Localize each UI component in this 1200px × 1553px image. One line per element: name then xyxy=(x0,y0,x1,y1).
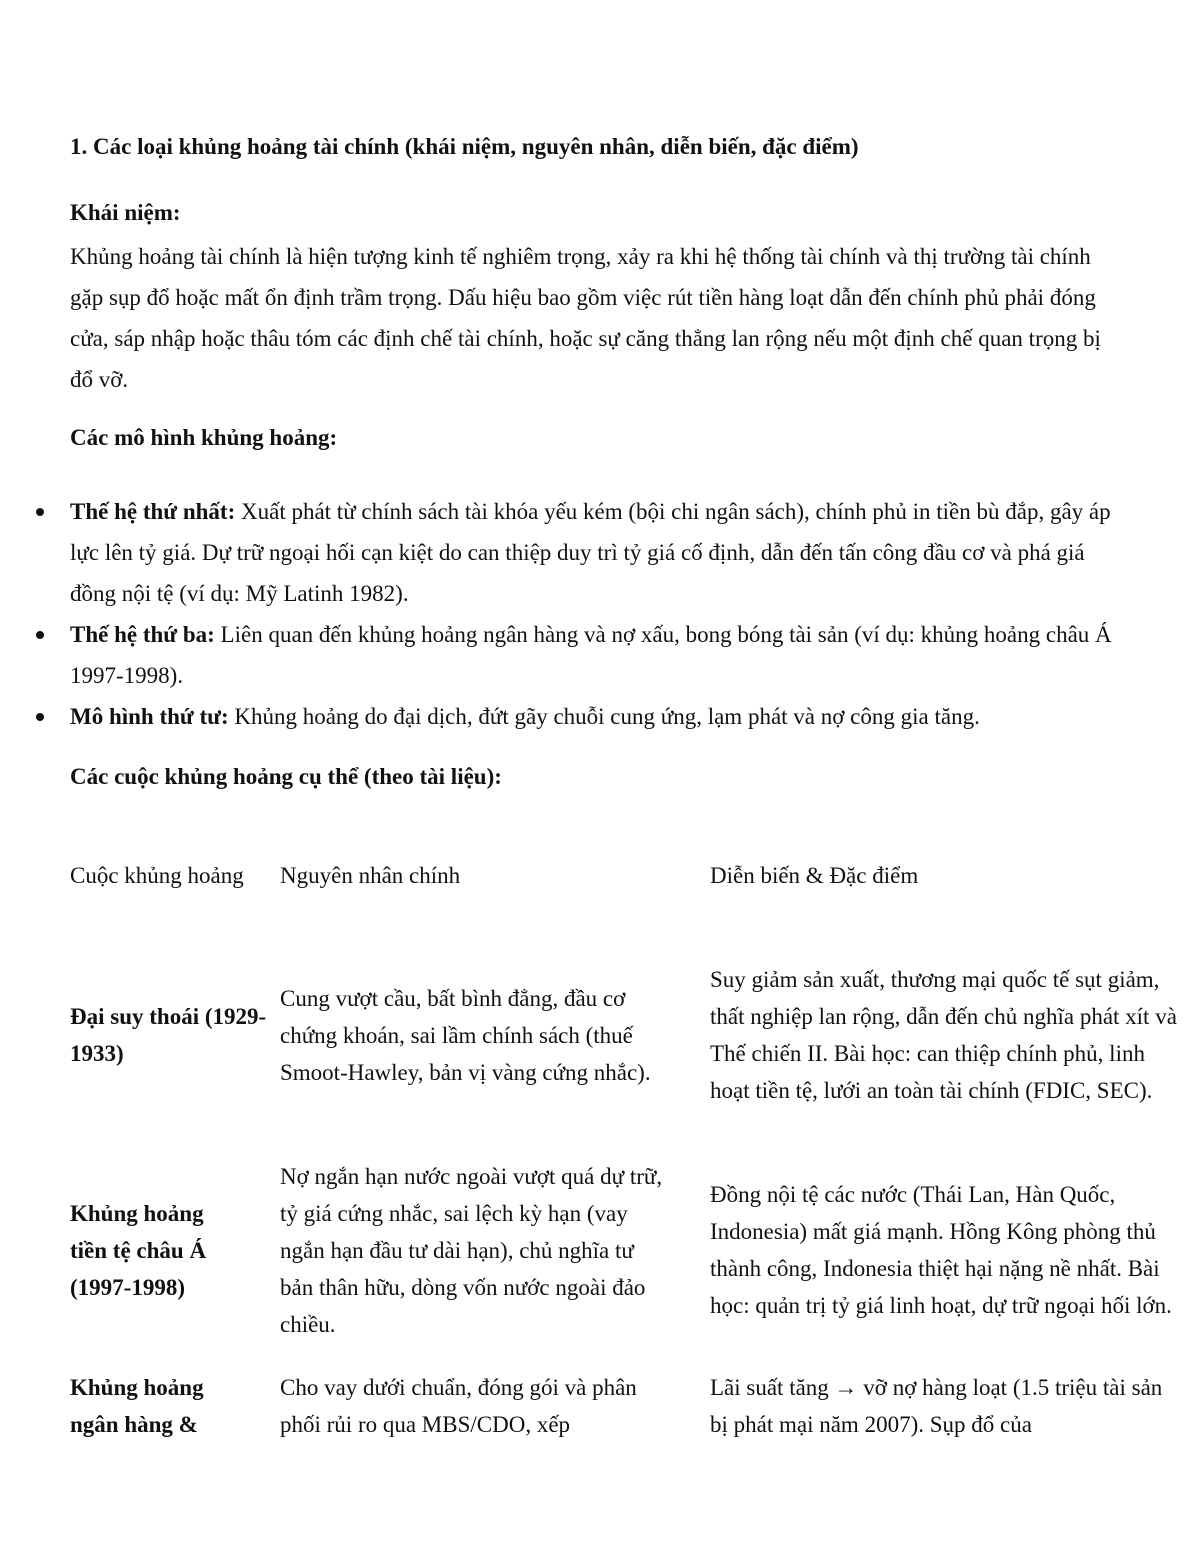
concept-paragraph: Khủng hoảng tài chính là hiện tượng kinh tế nghiêm trọng, xảy ra khi hệ thống tài chính và thị trường tài chính gặp sụp đổ hoặc mất ổn định trầm trọng. Dấu hiệu bao gồm việc rút tiền hàng loạt dẫn đến chính phủ phải đóng cửa, sáp nhập hoặc thâu tóm các định chế tài chính, hoặc sự căng thẳng lan rộng nếu một định chế quan trọng bị đổ vỡ. xyxy=(70,244,1101,392)
table-header-row xyxy=(70,838,1180,912)
crises-table xyxy=(70,838,1180,1437)
crisis-cause: Cung vượt cầu, bất bình đẳng, đầu cơ chứng khoán, sai lầm chính sách (thuế Smoot-Hawley, bản vị vàng cứng nhắc). xyxy=(280,985,651,1085)
section-heading: 1. Các loại khủng hoảng tài chính (khái niệm, nguyên nhân, diễn biến, đặc điểm) xyxy=(70,134,859,159)
model-text: Khủng hoảng do đại dịch, đứt gãy chuỗi cung ứng, lạm phát và nợ công gia tăng. xyxy=(228,704,980,729)
model-text: Liên quan đến khủng hoảng ngân hàng và nợ xấu, bong bóng tài sản (ví dụ: khủng hoảng châu Á 1997-1998). xyxy=(70,622,1112,688)
crisis-cause: Cho vay dưới chuẩn, đóng gói và phân phối rủi ro qua MBS/CDO, xếp xyxy=(280,1375,637,1437)
bullet-icon xyxy=(36,713,44,721)
models-title: Các mô hình khủng hoảng: xyxy=(70,425,338,450)
list-item xyxy=(70,491,1130,614)
crisis-name: Khủng hoảng tiền tệ châu Á (1997-1998) xyxy=(70,1200,207,1300)
crisis-name: Đại suy thoái (1929-1933) xyxy=(70,1004,267,1066)
model-label: Mô hình thứ tư: xyxy=(70,704,229,729)
header-cell: Nguyên nhân chính xyxy=(280,862,461,888)
header-cell: Cuộc khủng hoảng xyxy=(70,862,244,888)
crisis-detail: Lãi suất tăng → vỡ nợ hàng loạt (1.5 triệu tài sản bị phát mại năm 2007). Sụp đổ của xyxy=(710,1375,1163,1437)
table-row xyxy=(70,1155,1180,1345)
concept-title: Khái niệm: xyxy=(70,200,181,225)
crisis-detail: Đồng nội tệ các nước (Thái Lan, Hàn Quốc, Indonesia) mất giá mạnh. Hồng Kông phòng thủ thành công, Indonesia thiệt hại nặng nề nhất. Bài học: quản trị tỷ giá linh hoạt, dự trữ ngoại hối lớn. xyxy=(710,1182,1172,1318)
crisis-cause: Nợ ngắn hạn nước ngoài vượt quá dự trữ, tỷ giá cứng nhắc, sai lệch kỳ hạn (vay ngắn hạn đầu tư dài hạn), chủ nghĩa tư bản thân hữu, dòng vốn nước ngoài đảo chiều. xyxy=(280,1163,663,1337)
bullet-icon xyxy=(36,508,44,516)
header-cell: Diễn biến & Đặc điểm xyxy=(710,862,919,888)
crises-title: Các cuộc khủng hoảng cụ thể (theo tài liệu): xyxy=(70,764,502,789)
table-row xyxy=(70,940,1180,1130)
table-row xyxy=(70,1369,1180,1443)
model-label: Thế hệ thứ nhất: xyxy=(70,499,236,524)
models-list xyxy=(70,491,1130,737)
crisis-name: Khủng hoảng ngân hàng & xyxy=(70,1375,204,1437)
crisis-detail: Suy giảm sản xuất, thương mại quốc tế sụt giảm, thất nghiệp lan rộng, dẫn đến chủ nghĩa phát xít và Thế chiến II. Bài học: can thiệp chính phủ, linh hoạt tiền tệ, lưới an toàn tài chính (FDIC, SEC). xyxy=(710,967,1177,1103)
model-label: Thế hệ thứ ba: xyxy=(70,622,215,647)
list-item xyxy=(70,696,1130,737)
model-text: Xuất phát từ chính sách tài khóa yếu kém (bội chi ngân sách), chính phủ in tiền bù đắp, gây áp lực lên tỷ giá. Dự trữ ngoại hối cạn kiệt do can thiệp duy trì tỷ giá cố định, dẫn đến tấn công đầu cơ và phá giá đồng nội tệ (ví dụ: Mỹ Latinh 1982). xyxy=(70,499,1111,606)
list-item xyxy=(70,614,1130,696)
bullet-icon xyxy=(36,631,44,639)
